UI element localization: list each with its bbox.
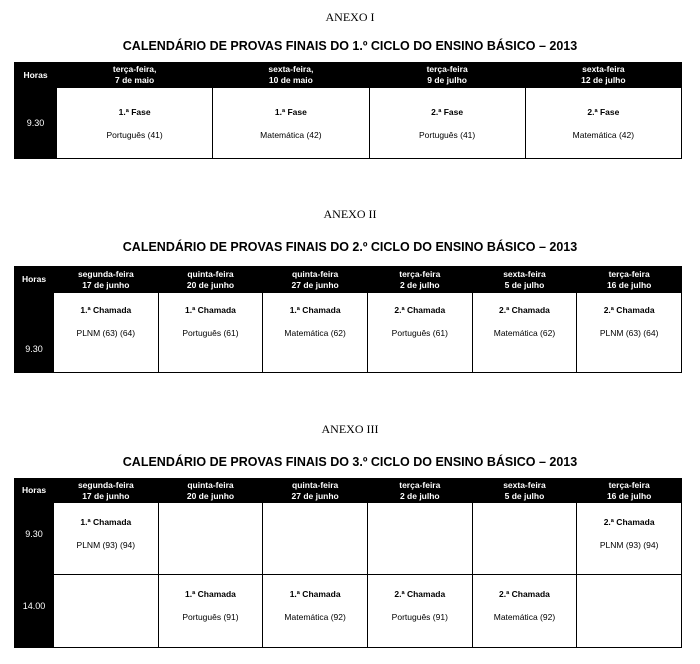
column-header: terça-feira 9 de julho xyxy=(369,63,525,88)
exam-cell: 1.ª Fase Matemática (42) xyxy=(213,88,369,159)
column-header: segunda-feira 17 de junho xyxy=(54,267,159,293)
annex-2-label: ANEXO II xyxy=(323,207,377,221)
column-header: sexta-feira, 10 de maio xyxy=(213,63,369,88)
exam-cell: 1.ª Chamada Matemática (92) xyxy=(263,575,368,648)
exam-cell: 2.ª Chamada Português (91) xyxy=(367,575,472,648)
exam-cell xyxy=(158,503,263,575)
table-row xyxy=(15,293,682,373)
column-header: quinta-feira 20 de junho xyxy=(158,479,263,503)
column-header: quinta-feira 27 de junho xyxy=(263,479,368,503)
column-header: sexta-feira 5 de julho xyxy=(472,267,577,293)
column-header: sexta-feira 5 de julho xyxy=(472,479,577,503)
exam-cell xyxy=(54,575,159,648)
annex-1-label: ANEXO I xyxy=(325,10,375,24)
exam-cell xyxy=(367,503,472,575)
exam-cell: 2.ª Fase Português (41) xyxy=(369,88,525,159)
exam-cell: 2.ª Fase Matemática (42) xyxy=(525,88,681,159)
time-cell: 9.30 xyxy=(15,503,54,575)
annex-3-label: ANEXO III xyxy=(321,422,379,436)
column-header: terça-feira 16 de julho xyxy=(577,479,682,503)
horas-header: Horas xyxy=(15,267,54,293)
column-header: sexta-feira 12 de julho xyxy=(525,63,681,88)
table-row xyxy=(15,575,682,648)
column-header: segunda-feira 17 de junho xyxy=(54,479,159,503)
exam-cell: 2.ª Chamada PLNM (93) (94) xyxy=(577,503,682,575)
column-header: terça-feira 2 de julho xyxy=(367,479,472,503)
column-header: quinta-feira 20 de junho xyxy=(158,267,263,293)
column-header: terça-feira 2 de julho xyxy=(367,267,472,293)
exam-cell: 2.ª Chamada Matemática (92) xyxy=(472,575,577,648)
annex-3-title: CALENDÁRIO DE PROVAS FINAIS DO 3.º CICLO DO ENSINO BÁSICO – 2013 xyxy=(122,455,578,469)
exam-cell xyxy=(263,503,368,575)
annex-2-table xyxy=(14,266,682,373)
column-header: terça-feira, 7 de maio xyxy=(57,63,213,88)
exam-cell: 2.ª Chamada PLNM (63) (64) xyxy=(577,293,682,373)
time-cell: 14.00 xyxy=(15,575,54,648)
exam-cell: 2.ª Chamada Português (61) xyxy=(367,293,472,373)
column-header: terça-feira 16 de julho xyxy=(577,267,682,293)
exam-cell: 1.ª Chamada PLNM (63) (64) xyxy=(54,293,159,373)
annex-1-title: CALENDÁRIO DE PROVAS FINAIS DO 1.º CICLO DO ENSINO BÁSICO – 2013 xyxy=(122,39,578,53)
horas-header: Horas xyxy=(15,63,57,88)
annex-3-table xyxy=(14,478,682,648)
exam-cell: 2.ª Chamada Matemática (62) xyxy=(472,293,577,373)
exam-cell xyxy=(577,575,682,648)
exam-cell: 1.ª Chamada PLNM (93) (94) xyxy=(54,503,159,575)
table-row xyxy=(15,503,682,575)
exam-cell xyxy=(472,503,577,575)
exam-cell: 1.ª Chamada Matemática (62) xyxy=(263,293,368,373)
exam-cell: 1.ª Chamada Português (61) xyxy=(158,293,263,373)
table-row xyxy=(15,88,682,159)
column-header: quinta-feira 27 de junho xyxy=(263,267,368,293)
annex-1-table xyxy=(14,62,682,159)
time-cell: 9.30 xyxy=(15,88,57,159)
time-cell: 9.30 xyxy=(15,293,54,373)
annex-2-title: CALENDÁRIO DE PROVAS FINAIS DO 2.º CICLO DO ENSINO BÁSICO – 2013 xyxy=(122,240,578,254)
exam-cell: 1.ª Fase Português (41) xyxy=(57,88,213,159)
horas-header: Horas xyxy=(15,479,54,503)
exam-cell: 1.ª Chamada Português (91) xyxy=(158,575,263,648)
